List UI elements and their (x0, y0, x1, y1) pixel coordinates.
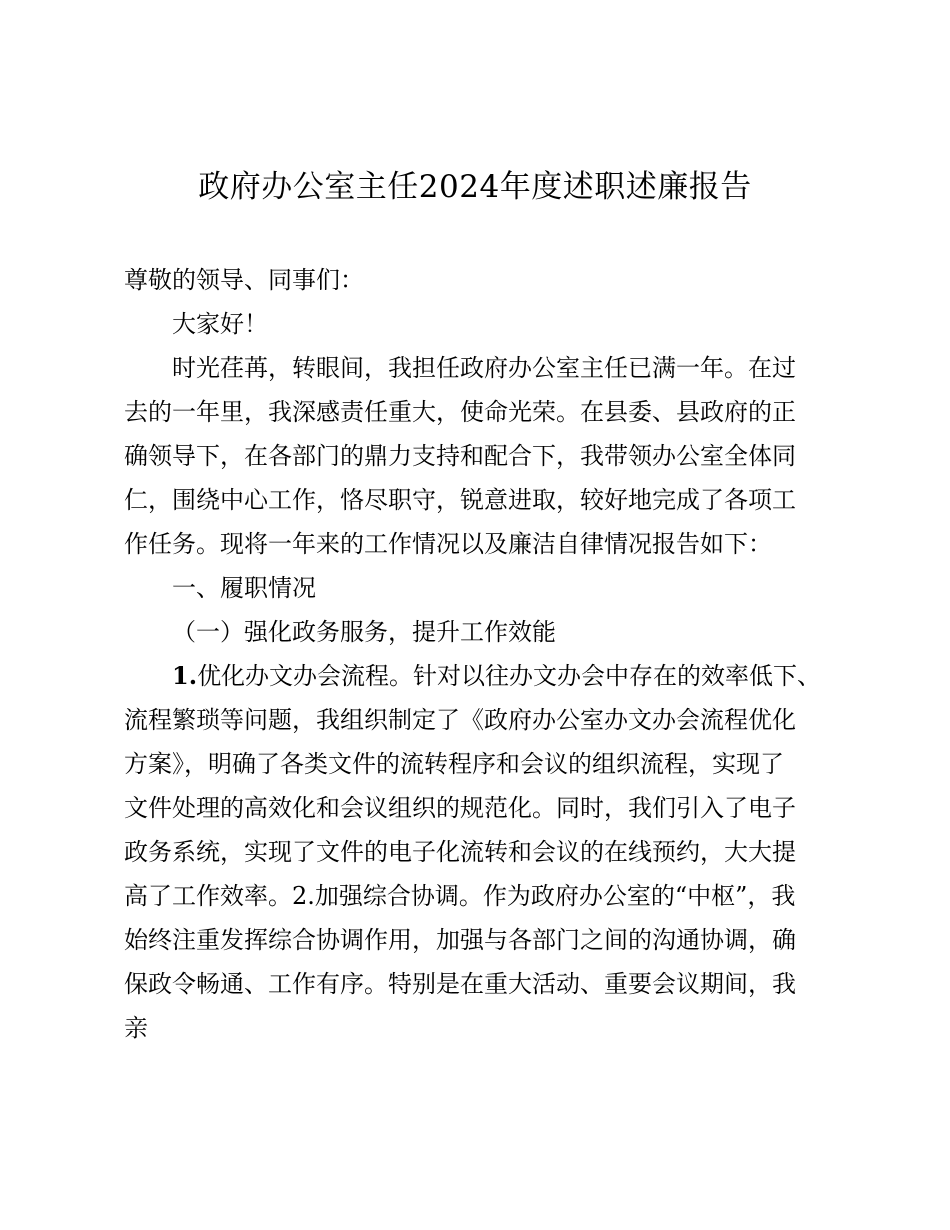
paragraph-line: 时光荏苒，转眼间，我担任政府办公室主任已满一年。在过 (172, 354, 796, 382)
document-body (124, 258, 844, 1050)
paragraph-line: 流程繁琐等问题，我组织制定了《政府办公室办文办会流程优化 (124, 706, 796, 734)
paragraph-line: 保政令畅通、工作有序。特别是在重大活动、重要会议期间，我 (124, 970, 796, 998)
paragraph-line: 政务系统，实现了文件的电子化流转和会议的在线预约，大大提 (124, 838, 796, 866)
paragraph-line: 文件处理的高效化和会议组织的规范化。同时，我们引入了电子 (124, 794, 796, 822)
paragraph-line: 确领导下，在各部门的鼎力支持和配合下，我带领办公室全体同 (124, 442, 796, 470)
salutation-line: 尊敬的领导、同事们： (124, 266, 364, 294)
paragraph-line: 亲 (124, 1014, 148, 1042)
paragraph-line: 去的一年里，我深感责任重大，使命光荣。在县委、县政府的正 (124, 398, 796, 426)
paragraph-line: 始终注重发挥综合协调作用，加强与各部门之间的沟通协调，确 (124, 926, 796, 954)
section-heading: 一、履职情况 (172, 574, 316, 602)
item-number: 1. (172, 661, 198, 690)
item-line (124, 654, 844, 698)
paragraph-line: 方案》，明确了各类文件的流转程序和会议的组织流程，实现了 (124, 750, 784, 778)
paragraph-line: 高了工作效率。2.加强综合协调。作为政府办公室的“中枢”，我 (124, 882, 796, 910)
document-title: 政府办公室主任2024年度述职述廉报告 (198, 169, 752, 205)
subsection-heading: （一）强化政务服务，提升工作效能 (172, 618, 556, 646)
paragraph-line: 作任务。现将一年来的工作情况以及廉洁自律情况报告如下： (124, 530, 772, 558)
greeting-line: 大家好！ (172, 310, 268, 338)
paragraph-line: 仁，围绕中心工作，恪尽职守，锐意进取，较好地完成了各项工 (124, 486, 796, 514)
item-text: 优化办文办会流程。针对以往办文办会中存在的效率低下、 (197, 662, 822, 690)
